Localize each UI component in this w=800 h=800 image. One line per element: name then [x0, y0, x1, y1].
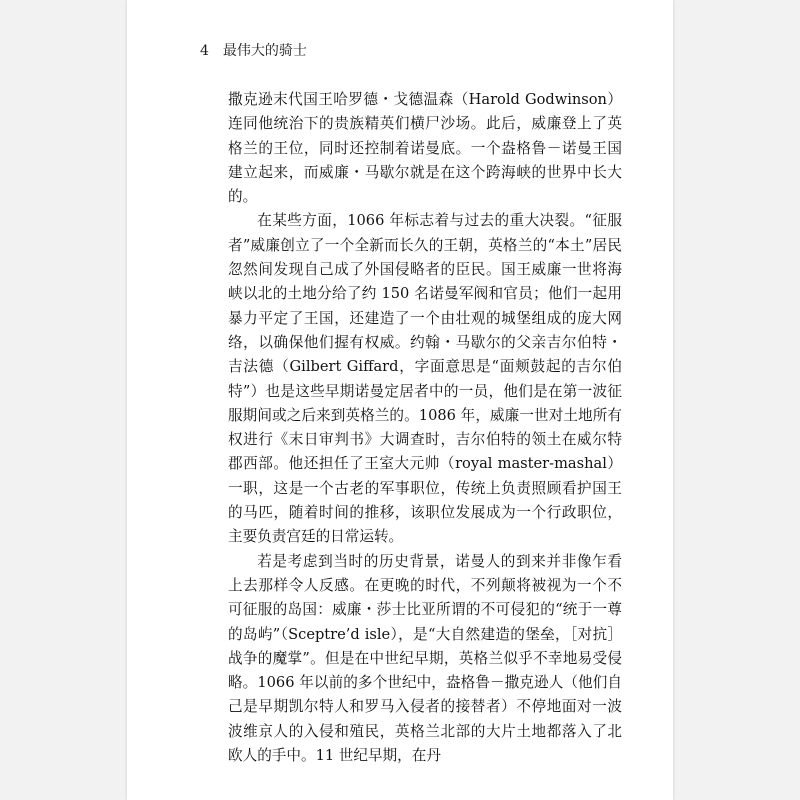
book-title: 最伟大的骑士: [222, 43, 307, 59]
book-page: [127, 0, 673, 800]
body-text: [228, 88, 622, 768]
running-head: [200, 40, 307, 60]
paragraph-continued: 撒克逊末代国王哈罗德・戈德温森（Harold Godwinson）连同他统治下的贵族精英们横尸沙场。此后，威廉登上了英格兰的王位，同时还控制着诺曼底。一个盎格鲁－诺曼王国建立起来，而威廉・马歇尔就是在这个跨海峡的世界中长大的。: [228, 91, 622, 206]
paragraph: 在某些方面，1066 年标志着与过去的重大决裂。“征服者”威廉创立了一个全新而长久的王朝，英格兰的“本土”居民忽然间发现自己成了外国侵略者的臣民。国王威廉一世将海峡以北的土地分给了约 150 名诺曼军阀和官员；他们一起用暴力平定了王国，还建造了一个由壮观的城堡组成的庞大网络，以确保他们握有权威。约翰・马歇尔的父亲吉尔伯特・吉法德（Gilbert Giffard，字面意思是“面颊鼓起的吉尔伯特”）也是这些早期诺曼定居者中的一员，他们是在第一波征服期间或之后来到英格兰的。1086 年，威廉一世对土地所有权进行《末日审判书》大调查时，吉尔伯特的领土在威尔特郡西部。他还担任了王室大元帅（royal master-mashal）一职，这是一个古老的军事职位，传统上负责照顾看护国王的马匹，随着时间的推移，该职位发展成为一个行政职位，主要负责宫廷的日常运转。: [228, 212, 622, 546]
paragraph: 若是考虑到当时的历史背景，诺曼人的到来并非像乍看上去那样令人反感。在更晚的时代，不列颠将被视为一个不可征服的岛国：威廉・莎士比亚所谓的不可侵犯的“统于一尊的岛屿”（Sceptre’d isle），是“大自然建造的堡垒，［对抗］战争的魔掌”。但是在中世纪早期，英格兰似乎不幸地易受侵略。1066 年以前的多个世纪中，盎格鲁－撒克逊人（他们自己是早期凯尔特人和罗马入侵者的接替者）不停地面对一波波维京人的入侵和殖民，英格兰北部的大片土地都落入了北欧人的手中。11 世纪早期，在丹: [228, 552, 622, 765]
page-number: 4: [200, 43, 209, 59]
